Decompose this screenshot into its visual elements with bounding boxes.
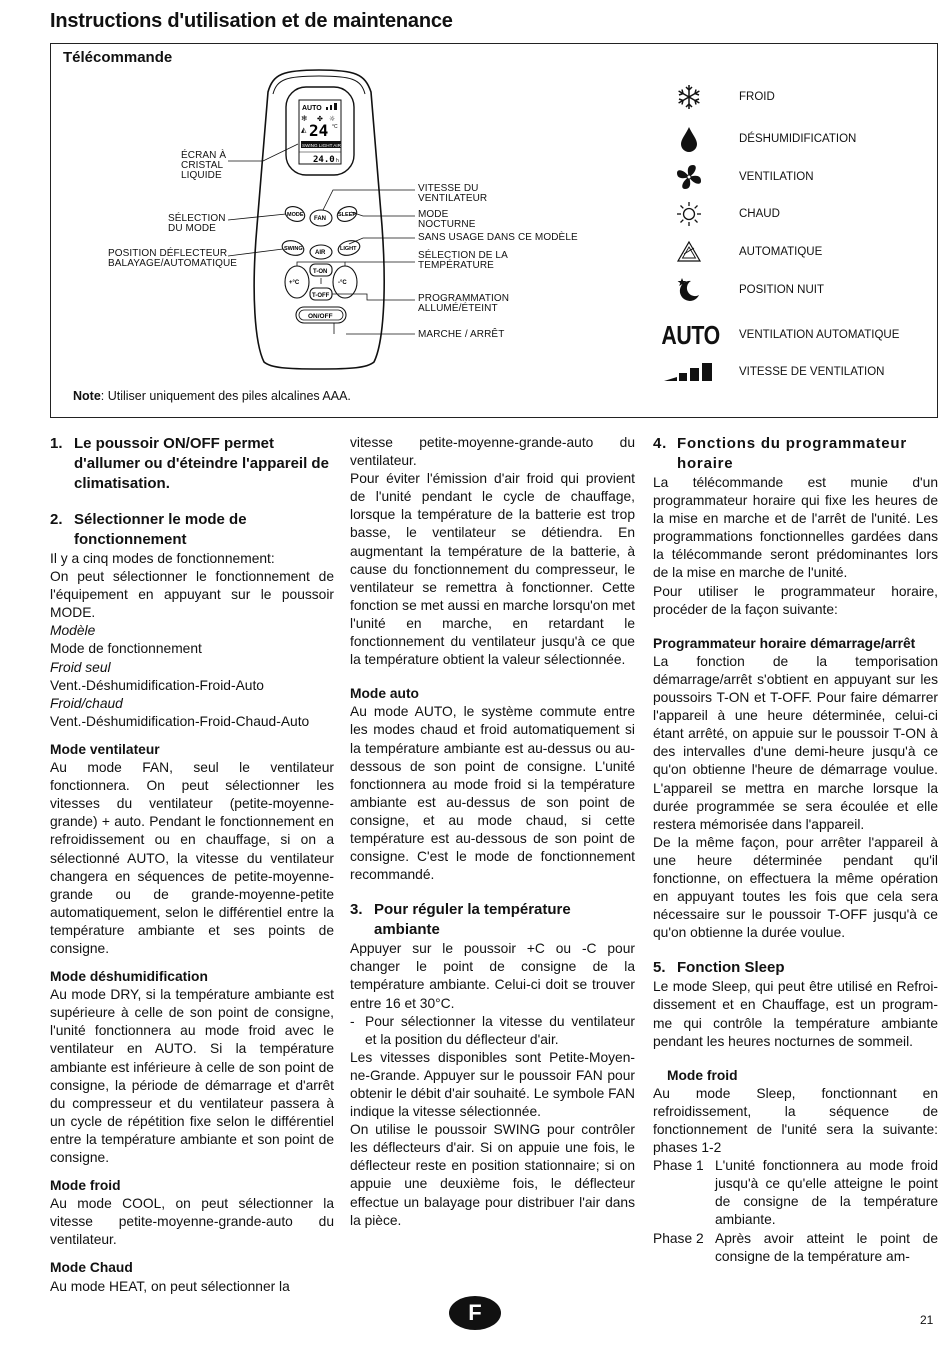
auto-triangle-icon [663,237,715,267]
legend-row-froid [663,82,923,112]
paragraph: Mode de fonctionnement [50,641,202,657]
callout-vitesse: VITESSE DU VENTILATEUR [418,183,488,204]
legend-label: AUTOMATIQUE [739,246,823,258]
section-3-heading: 3. Pour réguler la température ambiante [350,901,571,939]
paragraph: Au mode Sleep, fonctionnant en refroidissement, la séquence de fonctionnement de l'unité sera la suivante: phases 1-2 [653,1085,938,1156]
display-unit: °C [332,124,338,130]
paragraph: On utilise le poussoir SWING pour contrôler les déflecteurs d'air. Si on appuie une fois, le déflecteur reste en position stationnaire; si on appuie une deuxième fois, le déflecteur effectue un balayage pour distribuer l'air dans la pièce. [350,1122,635,1228]
paragraph: La télécommande est munie d'un programmateur horaire qui fixe les heures de la mise en marche et de l'arrêt de l'unité. Les programmations fonctionnelles gardées dans la télécommande seront prédominantes lors de la mise en marche de l'unité. [653,475,938,581]
paragraph: Le mode Sleep, qui peut être utilisé en Refroi-dissement et en Chauffage, est un program-me qui contrôle la température ambiante pendant les heures nocturnes de sommeil. [653,979,938,1049]
paragraph: Vent.-Déshumidification-Froid-Chaud-Auto [50,713,310,729]
legend-label: CHAUD [739,208,780,220]
paragraph: Au mode FAN, seul le ventilateur fonctionnera. On peut sélectionner les vitesses du ventilateur (petite-moyenne-grande) + auto. Pendant le fonctionnement en refroidissement ou en chauffage, si on a sélectionné AUTO, la vitesse du ventilateur changera en séquences de petite-moyenne-grande ou de grande-moyenne-petite automatiquement, selon le différentiel entre la température ambiante et ses points de consigne. [50,760,334,956]
snowflake-icon [663,82,715,112]
paragraph: Pour utiliser le programmateur horaire, procéder de la façon suivante: [653,583,938,617]
svg-text:☼: ☼ [329,115,336,123]
legend-row-automatique [663,237,923,267]
paragraph: Au mode DRY, si la température ambiante est supérieure à celle de son point de consigne, l'unité fonctionnera au mode froid avec le ventilateur en AUTO. Si la température ambiante est inférieure à celle de son point de consigne, la période de démarrage et d'arrêt du compresseur et du ventilateur passera à un cycle de répétition fixe selon le différentiel entre la température ambiante et son point de consigne. [50,987,334,1165]
callout-nocturne: MODE NOCTURNE [418,209,476,230]
legend-label: VENTILATION [739,171,814,183]
sun-icon [663,199,715,229]
section-2-heading: 2. Sélectionner le mode de fonctionnement [50,511,247,548]
paragraph: Modèle [50,623,96,639]
paragraph: De la même façon, pour arrêter l'appareil à une heure déterminée pendant qu'il fonctionne, on effectuera la même opération en appuyant toutes les fois que cela sera nécessaire sur le poussoir T-OFF jusqu'à ce qu'on obtienne la durée voulue. [653,834,938,941]
display-auto: AUTO [302,105,322,112]
subheading: Mode froid [667,1067,738,1083]
fan-speed-bars-icon [663,357,715,387]
callout-deflecteur: POSITION DÉFLECTEUR BALAYAGE/AUTOMATIQUE [108,248,238,269]
legend-row-ventilation [663,162,923,192]
page-title: Instructions d'utilisation et de maintenance [50,10,453,32]
display-modes: SWING LIGHT AIR [302,143,341,148]
display-timer: 24.0 [313,155,335,165]
btn-minus: -°C [338,280,347,286]
subheading: Mode auto [350,686,419,702]
legend-label: DÉSHUMIDIFICATION [739,133,857,145]
btn-light: LIGHT [340,246,357,252]
column-2 [350,434,635,1230]
legend-row-chaud [663,199,923,229]
btn-swing: SWING [284,246,303,252]
page-number: 21 [920,1313,934,1327]
paragraph: On peut sélectionner le fonctionnement de l'équipement en appuyant sur le poussoir MODE. [50,569,334,621]
paragraph: Froid seul [50,659,111,675]
subheading: Programmateur horaire démarrage/arrêt [653,635,916,651]
column-1 [50,434,334,1296]
btn-fan: FAN [314,216,326,222]
column-3 [653,434,938,1266]
callout-selection-mode: SÉLECTION DU MODE [168,213,226,234]
subheading: Mode ventilateur [50,741,160,757]
section-1-heading: 1. Le poussoir ON/OFF permet d'allumer ou d'éteindre l'appareil de climatisation. [50,435,329,492]
auto-text: AUTO [661,319,721,350]
legend-label: FROID [739,91,775,103]
legend-label: POSITION NUIT [739,284,824,296]
callout-sans-usage: SANS USAGE DANS CE MODÈLE [418,232,578,243]
callout-ecran: ÉCRAN À CRISTAL LIQUIDE [181,150,227,181]
legend-row-position-nuit [663,275,923,305]
callout-marche: MARCHE / ARRÊT [418,329,505,340]
svg-text:◭: ◭ [301,126,307,134]
btn-air: AIR [315,250,326,256]
auto-text-icon [663,320,719,350]
panel-title: Télécommande [63,49,173,66]
display-temp: 24 [309,121,329,140]
btn-mode: MODE [287,212,304,218]
phase-item: Phase 1 L'unité fonctionnera au mode froid jusqu'à ce qu'elle atteigne le point de consigne de la température ambiante. [653,1158,938,1228]
paragraph: vitesse petite-moyenne-grande-auto du ventilateur. [350,435,635,469]
battery-note: Note: Utiliser uniquement des piles alcalines AAA. [73,389,351,403]
svg-text:❄: ❄ [301,114,308,123]
phase-item: Phase 2 Après avoir atteint le point de consigne de la température am- [653,1230,938,1264]
paragraph: Appuyer sur le poussoir +C ou -C pour changer le point de consigne de la température ambiante. Celui-ci doit se trouver entre 16 et 30°C. [350,941,635,1011]
remote-control-panel [50,43,938,418]
callout-programmation: PROGRAMMATION ALLUMÉ/ÉTEINT [418,293,510,314]
moon-star-icon [663,275,715,305]
paragraph: Les vitesses disponibles sont Petite-Moyen-ne-Grande. Appuyer sur le poussoir FAN pour obtenir le débit d'air souhaité. Le symbole FAN indique la vitesse sélectionnée. [350,1049,635,1120]
display-timer-unit: h [336,158,339,164]
legend-label: VENTILATION AUTOMATIQUE [739,329,900,341]
legend-row-ventilation-automatique [663,320,923,350]
paragraph: Au mode COOL, on peut sélectionner la vitesse petite-moyenne-grande-auto du ventilateur. [50,1196,334,1248]
paragraph: Pour éviter l'émission d'air froid qui provient de l'unité pendant le cycle de chauffage, lorsque la température de la batterie est trop basse, le ventilateur se détiendra. En augmentant la température de la batterie, à cause du fonctionnement du compresseur, le ventilateur se remettra à fonctionner. Cette fonction se met aussi en marche lorsqu'on met l'unité en marche, en retardant le fonctionnement du ventilateur jusqu'à ce que la température obtient la valeur sélectionnée. [350,471,635,668]
legend-row-deshumidification [663,124,923,154]
dash-item: - Pour sélectionner la vitesse du ventilateur et la position du déflecteur d'air. [350,1013,635,1047]
subheading: Mode déshumidification [50,969,208,985]
droplet-icon [663,124,715,154]
paragraph: Vent.-Déshumidification-Froid-Auto [50,677,264,693]
paragraph: Au mode AUTO, le système commute entre les modes chaud et froid automatiquement si la température ambiante est au-dessus ou au-dessous de son point de consigne. L'unité fonctionnera au mode froid si la température ambiante est au-dessus de son point de consigne, et au mode chaud, si cette température est au-dessous de son point de consigne. C'est le mode de fonctionnement recommandé. [350,704,635,883]
paragraph: Froid/chaud [50,695,123,711]
btn-toff: T-OFF [312,293,330,299]
language-badge: F [449,1296,501,1330]
subheading: Mode froid [50,1178,121,1194]
fan-icon [663,162,715,192]
legend-label: VITESSE DE VENTILATION [739,366,885,378]
subheading: Mode Chaud [50,1260,133,1276]
paragraph: Il y a cinq modes de fonctionnement: [50,551,275,566]
section-5-heading: 5. Fonction Sleep [653,959,785,977]
btn-sleep: SLEEP [338,212,357,218]
btn-ton: T-ON [313,269,328,275]
svg-text:✤: ✤ [317,115,323,123]
paragraph: La fonction de la temporisation démarrage/arrêt s'obtient en appuyant sur les poussoirs T-ON et T-OFF. Pour faire démarrer l'appareil à une heure déterminée, celui-ci étant arrêté, on appuie sur le poussoir T-ON à des intervalles d'une demi-heure jusqu'à ce qu'on obtienne l'heure de démarrage voulue. L'appareil se mettra en marche lorsque la durée programmée se sera écoulée et elle restera mémorisée dans l'appareil. [653,653,938,832]
btn-plus: +°C [289,280,300,286]
btn-onoff: ON/OFF [308,313,333,320]
paragraph: Au mode HEAT, on peut sélectionner la [50,1278,290,1294]
section-4-heading: 4. Fonctions du programmateur horaire [653,435,907,472]
legend-row-vitesse-ventilation [663,357,923,387]
callout-selection-temp: SÉLECTION DE LA TEMPÉRATURE [418,250,508,271]
